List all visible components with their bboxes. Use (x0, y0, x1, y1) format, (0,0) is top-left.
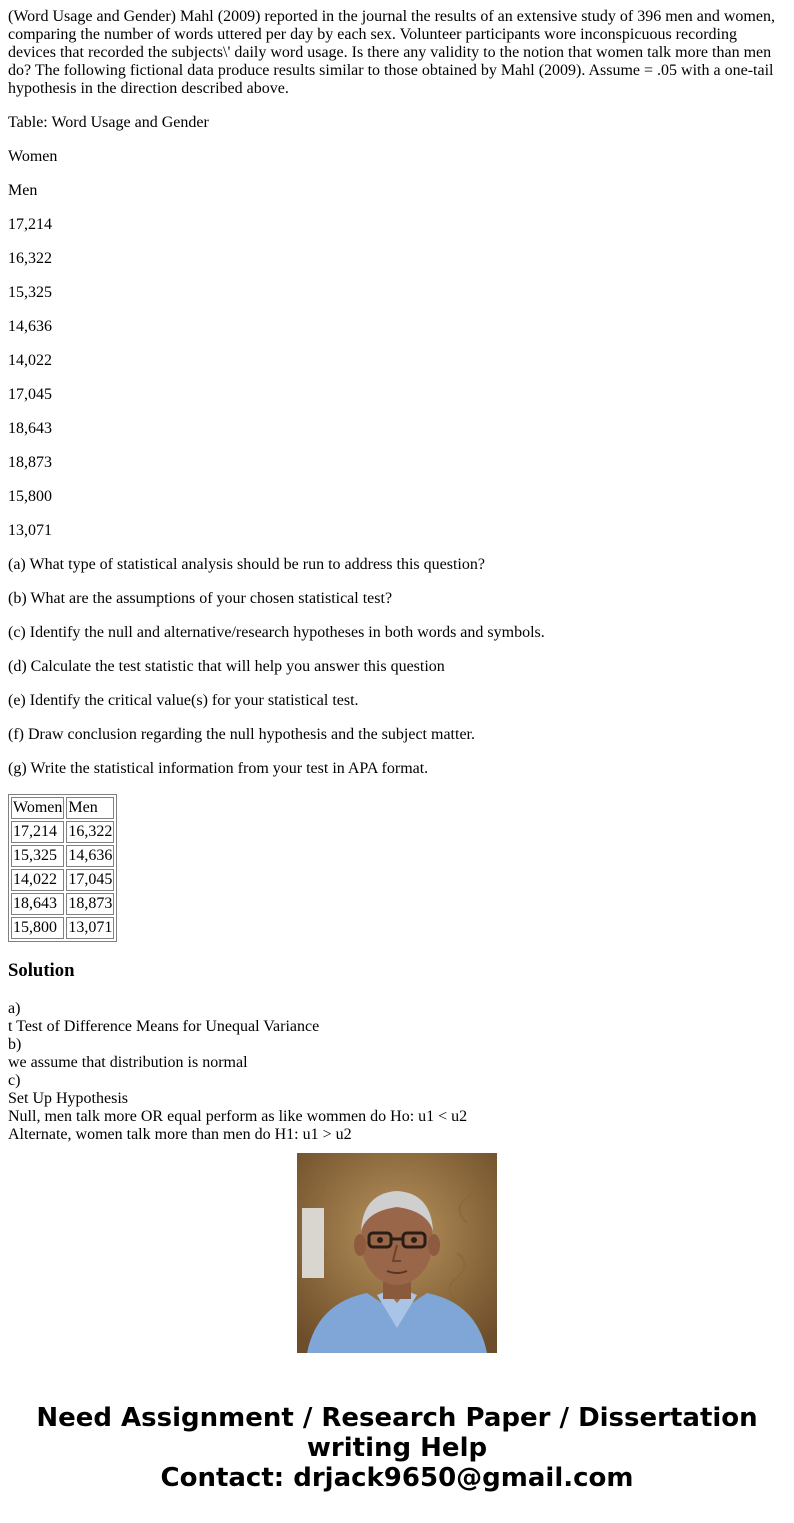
flat-line: 17,214 (8, 216, 52, 233)
question-part-c: (c) Identify the null and alternative/research hypotheses in both words and symbols. (8, 624, 545, 641)
table-cell: 18,643 (11, 893, 64, 915)
flat-line: Men (8, 182, 38, 199)
solution-body (8, 1000, 786, 1143)
flat-line: 18,873 (8, 454, 52, 471)
table-header-cell: Men (66, 797, 114, 819)
table-cell: 13,071 (66, 917, 114, 939)
flat-line: 15,325 (8, 284, 52, 301)
solution-line: t Test of Difference Means for Unequal Variance (8, 1018, 320, 1035)
question-intro: (Word Usage and Gender) Mahl (2009) reported in the journal the results of an extensive study of 396 men and women, comparing the number of words uttered per day by each sex. Volunteer participants wore inconspicuous recording devices that recorded the subjects\' daily word usage. Is there any validity to the notion that women talk more than men do? The following fictional data produce results similar to those obtained by Mahl (2009). Assume = .05 with a one-tail hypothesis in the direction described above. (8, 8, 775, 97)
promo-line: Need Assignment / Research Paper / Dissertation (36, 1403, 758, 1433)
flat-line: 16,322 (8, 250, 52, 267)
solution-line: Null, men talk more OR equal perform as like wommen do Ho: u1 < u2 (8, 1108, 468, 1125)
question-part-g: (g) Write the statistical information from your test in APA format. (8, 760, 429, 777)
flat-line: Women (8, 148, 58, 165)
solution-line: Alternate, women talk more than men do H1: u1 > u2 (8, 1126, 352, 1143)
promo-line: writing Help (306, 1433, 488, 1463)
table-cell: 14,636 (66, 845, 114, 867)
table-caption: Table: Word Usage and Gender (8, 114, 209, 131)
flat-line: 15,800 (8, 488, 52, 505)
flat-values (8, 148, 786, 540)
document (8, 8, 786, 1143)
table-cell: 17,214 (11, 821, 64, 843)
solution-line: c) (8, 1072, 21, 1089)
table-cell: 18,873 (66, 893, 114, 915)
table-cell: 15,325 (11, 845, 64, 867)
solution-line: we assume that distribution is normal (8, 1054, 248, 1071)
table-row (11, 917, 114, 939)
flat-line: 13,071 (8, 522, 52, 539)
question-parts (8, 556, 786, 778)
table-row (11, 845, 114, 867)
table-row (11, 821, 114, 843)
data-table (8, 794, 117, 942)
question-part-d: (d) Calculate the test statistic that will help you answer this question (8, 658, 445, 675)
table-cell: 16,322 (66, 821, 114, 843)
tutor-photo-icon (297, 1153, 497, 1353)
promo-banner (0, 1403, 794, 1493)
table-header-row (11, 797, 114, 819)
promo-contact: Contact: drjack9650@gmail.com (160, 1463, 634, 1493)
flat-line: 14,022 (8, 352, 52, 369)
solution-line: a) (8, 1000, 21, 1017)
table-header-cell: Women (11, 797, 64, 819)
flat-line: 14,636 (8, 318, 52, 335)
table-cell: 15,800 (11, 917, 64, 939)
solution-line: Set Up Hypothesis (8, 1090, 128, 1107)
question-part-b: (b) What are the assumptions of your chosen statistical test? (8, 590, 393, 607)
solution-heading: Solution (8, 960, 75, 981)
question-part-a: (a) What type of statistical analysis should be run to address this question? (8, 556, 485, 573)
solution-line: b) (8, 1036, 22, 1053)
flat-line: 17,045 (8, 386, 52, 403)
question-part-e: (e) Identify the critical value(s) for your statistical test. (8, 692, 359, 709)
table-row (11, 869, 114, 891)
table-cell: 14,022 (11, 869, 64, 891)
tutor-avatar (297, 1153, 497, 1353)
question-part-f: (f) Draw conclusion regarding the null hypothesis and the subject matter. (8, 726, 475, 743)
table-row (11, 893, 114, 915)
table-cell: 17,045 (66, 869, 114, 891)
flat-line: 18,643 (8, 420, 52, 437)
